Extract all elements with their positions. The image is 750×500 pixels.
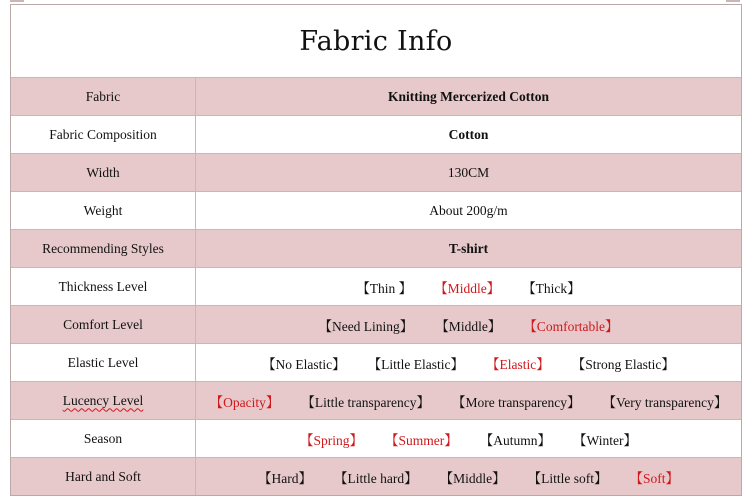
table-row — [11, 458, 741, 496]
table-row — [11, 268, 741, 306]
option-selected: 【Comfortable】 — [523, 318, 619, 334]
option-list — [210, 391, 728, 411]
row-value: About 200g/m — [429, 202, 508, 218]
option: 【Very transparency】 — [602, 394, 728, 410]
table-row — [11, 230, 741, 268]
option: 【Winter】 — [573, 432, 637, 448]
option: 【Thin 】 — [356, 280, 413, 296]
option: 【Middle】 — [435, 318, 502, 334]
row-value-cell — [196, 116, 742, 154]
row-label: Elastic Level — [67, 354, 139, 370]
option: 【Hard】 — [258, 470, 312, 486]
row-label: Fabric — [85, 88, 121, 104]
fabric-info-table — [11, 78, 741, 495]
row-label-cell — [11, 230, 196, 268]
option-selected: 【Spring】 — [300, 432, 364, 448]
row-value-cell — [196, 344, 742, 382]
row-label-cell — [11, 420, 196, 458]
row-value-cell — [196, 268, 742, 306]
option-list — [356, 277, 580, 297]
row-label-cell — [11, 78, 196, 116]
row-value: 130CM — [447, 164, 490, 180]
table-row — [11, 116, 741, 154]
row-label-cell — [11, 116, 196, 154]
row-label: Recommending Styles — [42, 240, 164, 256]
option: 【Autumn】 — [479, 432, 552, 448]
option-list — [300, 429, 637, 449]
row-value: Knitting Mercerized Cotton — [388, 88, 549, 104]
row-value-cell — [196, 382, 742, 420]
corner-mark-right — [726, 0, 740, 2]
row-value: Cotton — [448, 126, 489, 142]
row-label-cell — [11, 306, 196, 344]
option: 【Strong Elastic】 — [571, 356, 675, 372]
row-label: Hard and Soft — [65, 468, 141, 484]
row-label-cell — [11, 192, 196, 230]
row-label: Thickness Level — [58, 278, 148, 294]
option-selected: 【Soft】 — [629, 470, 679, 486]
row-label-cell — [11, 344, 196, 382]
option-list — [262, 353, 675, 373]
row-label: Fabric Composition — [49, 126, 157, 142]
row-label: Lucency Level — [62, 392, 144, 408]
row-label: Weight — [83, 202, 123, 218]
row-value-cell — [196, 230, 742, 268]
row-label: Season — [83, 430, 123, 446]
row-label: Comfort Level — [63, 316, 143, 332]
option: 【Need Lining】 — [318, 318, 414, 334]
table-row — [11, 154, 741, 192]
option-selected: 【Elastic】 — [486, 356, 550, 372]
title-cell — [11, 5, 741, 78]
option: 【Middle】 — [439, 470, 506, 486]
table-row — [11, 382, 741, 420]
row-value-cell — [196, 306, 742, 344]
row-value-cell — [196, 154, 742, 192]
option: 【Little soft】 — [527, 470, 608, 486]
row-label-cell — [11, 154, 196, 192]
option: 【More transparency】 — [451, 394, 581, 410]
row-label-cell — [11, 382, 196, 420]
option: 【Thick】 — [522, 280, 581, 296]
table-row — [11, 192, 741, 230]
row-value-cell — [196, 78, 742, 116]
option-list — [318, 315, 618, 335]
table-row — [11, 306, 741, 344]
row-value-cell — [196, 420, 742, 458]
option-selected: 【Summer】 — [385, 432, 458, 448]
option: 【Little hard】 — [334, 470, 418, 486]
row-label: Width — [86, 164, 120, 180]
option: 【Little Elastic】 — [367, 356, 465, 372]
row-label-cell — [11, 268, 196, 306]
option-selected: 【Opacity】 — [209, 394, 280, 410]
corner-mark-left — [10, 0, 24, 2]
option-selected: 【Middle】 — [434, 280, 501, 296]
row-value-cell — [196, 192, 742, 230]
row-value-cell — [196, 458, 742, 496]
option: 【Little transparency】 — [301, 394, 430, 410]
page-title: Fabric Info — [299, 25, 453, 57]
row-label-cell — [11, 458, 196, 496]
fabric-info-sheet — [10, 4, 742, 496]
table-row — [11, 420, 741, 458]
table-row — [11, 344, 741, 382]
option: 【No Elastic】 — [262, 356, 346, 372]
row-value: T-shirt — [448, 240, 489, 256]
option-list — [258, 467, 679, 487]
table-row — [11, 78, 741, 116]
